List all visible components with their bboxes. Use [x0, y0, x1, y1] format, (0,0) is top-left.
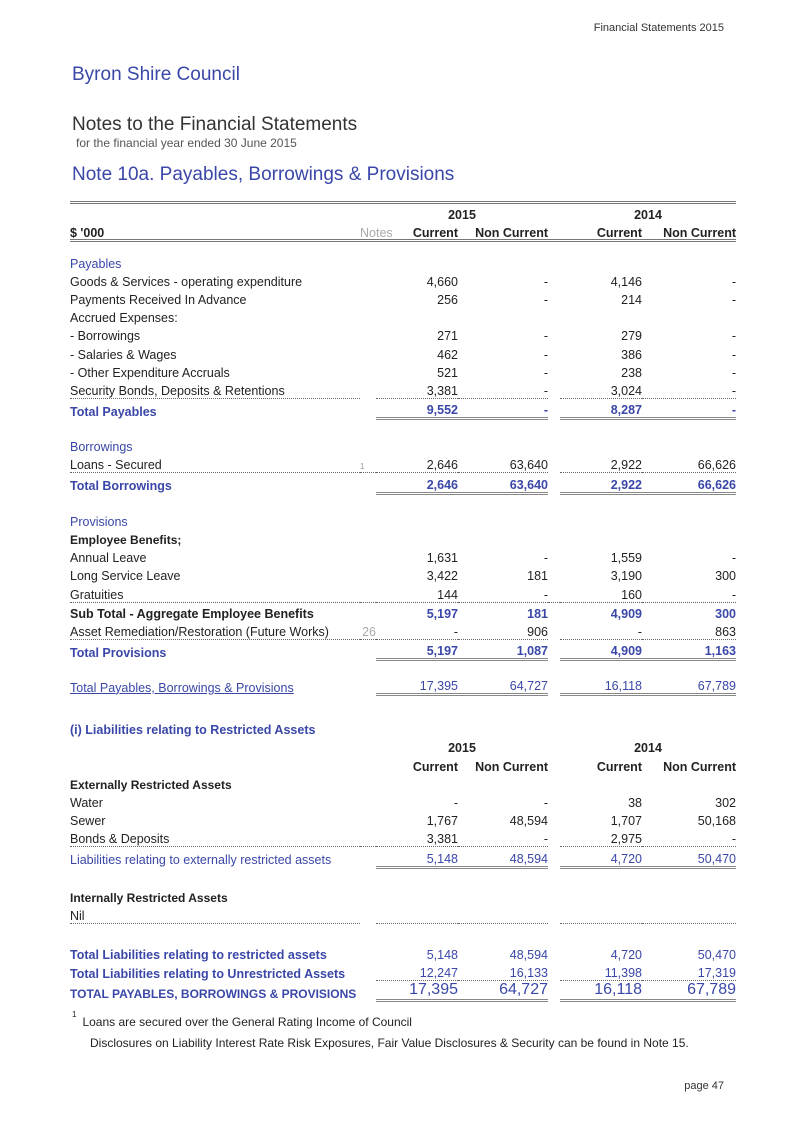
cell: - — [543, 347, 548, 362]
cell: 66,626 — [642, 454, 736, 473]
cell: 1,767 — [426, 814, 458, 829]
cell: - — [543, 795, 548, 810]
cell: 2,975 — [560, 828, 642, 847]
cell: 214 — [621, 292, 642, 307]
col-noncurrent-2015: Non Current — [475, 226, 548, 241]
total-label: Total Liabilities relating to Unrestricted Assets — [70, 966, 346, 981]
grand-total-label: TOTAL PAYABLES, BORROWINGS & PROVISIONS — [70, 986, 357, 1001]
cell: 144 — [376, 583, 458, 602]
row-label: Bonds & Deposits — [70, 828, 360, 847]
cell: 17,395 — [376, 675, 458, 695]
cell: 17,319 — [642, 962, 736, 981]
subtotal-row — [70, 602, 736, 621]
row-label: Accrued Expenses: — [70, 311, 178, 326]
row-label: - Borrowings — [70, 329, 141, 344]
cell: - — [543, 551, 548, 566]
cell: - — [731, 292, 736, 307]
external-heading: Externally Restricted Assets — [70, 777, 232, 792]
section-heading — [70, 436, 736, 454]
cell: 1,559 — [610, 551, 642, 566]
cell: 302 — [715, 795, 736, 810]
table-row — [70, 887, 736, 905]
cell: 160 — [560, 583, 642, 602]
table-row — [70, 362, 736, 380]
page-number: page 47 — [684, 1080, 724, 1092]
table-row — [70, 792, 736, 810]
table-row — [70, 325, 736, 343]
row-label: Goods & Services - operating expenditure — [70, 274, 303, 289]
cell: 66,626 — [642, 473, 736, 493]
section-heading — [70, 511, 736, 529]
cell: 38 — [628, 795, 642, 810]
cell: 8,287 — [560, 398, 642, 418]
total-label: Total Liabilities relating to restricted assets — [70, 948, 327, 963]
document-title: Notes to the Financial Statements — [72, 114, 358, 135]
cell: 50,470 — [642, 847, 736, 867]
cell: - — [543, 365, 548, 380]
table-row — [70, 289, 736, 307]
row-label: Payments Received In Advance — [70, 292, 247, 307]
table-row — [70, 380, 736, 399]
cell: 4,909 — [560, 639, 642, 659]
column-header-row — [70, 755, 736, 773]
cell: 2,922 — [560, 454, 642, 473]
cell: 1,707 — [610, 814, 642, 829]
cell: 9,552 — [376, 398, 458, 418]
restricted-heading: (i) Liabilities relating to Restricted Assets — [70, 723, 316, 738]
col-current-2014: Current — [596, 226, 642, 241]
cell: 16,118 — [560, 675, 642, 695]
table-row — [70, 621, 736, 640]
total-row — [70, 473, 736, 493]
footnote-1: $^1$Loans are secured over the General Rating Income of Council — [72, 1010, 412, 1029]
grand-total-row — [70, 981, 736, 1001]
cell: 17,395 — [376, 981, 458, 1001]
grand-total-label: Total Payables, Borrowings & Provisions — [70, 680, 294, 695]
column-header-row — [70, 222, 736, 240]
cell: 5,197 — [376, 639, 458, 659]
cell: - — [458, 583, 548, 602]
cell: - — [458, 380, 548, 399]
cell: 3,381 — [376, 380, 458, 399]
col-current-2014: Current — [596, 759, 642, 774]
cell: 386 — [621, 347, 642, 362]
row-label: Sewer — [70, 814, 106, 829]
col-noncurrent-2015: Non Current — [475, 759, 548, 774]
row-label: Water — [70, 795, 103, 810]
cell: 238 — [621, 365, 642, 380]
cell: - — [543, 274, 548, 289]
cell: 4,660 — [426, 274, 458, 289]
borrowings-heading: Borrowings — [70, 440, 133, 455]
grand-total-row — [70, 675, 736, 695]
table-row — [70, 774, 736, 792]
cell: 521 — [437, 365, 458, 380]
running-header: Financial Statements 2015 — [593, 22, 724, 34]
cell: 4,909 — [610, 606, 642, 621]
payables-table — [70, 204, 736, 696]
cell: 300 — [715, 569, 736, 584]
cell: - — [731, 274, 736, 289]
year-2014: 2014 — [634, 741, 662, 756]
row-label: Long Service Leave — [70, 569, 181, 584]
col-noncurrent-2014: Non Current — [663, 226, 736, 241]
year-header-row — [70, 737, 736, 755]
cell: - — [731, 365, 736, 380]
table-row — [70, 583, 736, 602]
total-row — [70, 962, 736, 981]
cell: 5,148 — [426, 948, 458, 963]
cell: 300 — [715, 606, 736, 621]
internal-heading: Internally Restricted Assets — [70, 890, 228, 905]
cell: 16,118 — [560, 981, 642, 1001]
cell: 1,163 — [642, 639, 736, 659]
cell: 863 — [642, 621, 736, 640]
cell: - — [731, 551, 736, 566]
cell: 2,646 — [376, 454, 458, 473]
cell: 181 — [527, 606, 548, 621]
note-ref: 1 — [360, 454, 376, 473]
cell: - — [543, 329, 548, 344]
cell: 48,594 — [509, 814, 548, 829]
cell: 3,381 — [376, 828, 458, 847]
year-2015: 2015 — [448, 208, 476, 223]
row-label: - Other Expenditure Accruals — [70, 365, 230, 380]
cell: 462 — [437, 347, 458, 362]
cell: - — [458, 828, 548, 847]
table-row — [70, 565, 736, 583]
year-2015: 2015 — [448, 741, 476, 756]
total-label: Total Payables — [70, 404, 157, 419]
cell: 50,470 — [697, 948, 736, 963]
cell: 1,087 — [458, 639, 548, 659]
cell: 256 — [437, 292, 458, 307]
table-row — [70, 529, 736, 547]
row-label: Gratuities — [70, 583, 360, 602]
notes-label: Notes — [360, 226, 393, 241]
section-heading — [70, 719, 736, 737]
cell: 4,720 — [610, 948, 642, 963]
cell: - — [453, 795, 458, 810]
cell: 63,640 — [458, 473, 548, 493]
col-current-2015: Current — [412, 226, 458, 241]
subtotal-row — [70, 847, 736, 867]
cell: - — [731, 329, 736, 344]
cell: 181 — [527, 569, 548, 584]
cell: 48,594 — [458, 847, 548, 867]
year-2014: 2014 — [634, 208, 662, 223]
cell: 2,922 — [560, 473, 642, 493]
cell: - — [642, 583, 736, 602]
total-label: Total Borrowings — [70, 479, 172, 494]
col-noncurrent-2014: Non Current — [663, 759, 736, 774]
table-row — [70, 810, 736, 828]
cell: 3,422 — [426, 569, 458, 584]
subtotal-label: Liabilities relating to externally restricted assets — [70, 853, 332, 867]
row-label: Security Bonds, Deposits & Retentions — [70, 380, 360, 399]
cell: - — [731, 347, 736, 362]
table-row — [70, 454, 736, 473]
cell: 906 — [458, 621, 548, 640]
cell: 64,727 — [458, 981, 548, 1001]
cell: 48,594 — [509, 948, 548, 963]
employee-benefits-heading: Employee Benefits; — [70, 533, 182, 547]
organisation-name: Byron Shire Council — [72, 64, 240, 85]
cell: 271 — [437, 329, 458, 344]
cell: 67,789 — [642, 981, 736, 1001]
total-row — [70, 639, 736, 659]
row-label: - Salaries & Wages — [70, 347, 177, 362]
row-label: Asset Remediation/Restoration (Future Works) — [70, 621, 360, 640]
restricted-assets-table — [70, 719, 736, 1002]
cell: - — [642, 828, 736, 847]
cell: 2,646 — [376, 473, 458, 493]
cell: - — [458, 398, 548, 418]
cell: 64,727 — [458, 675, 548, 695]
note-title: Note 10a. Payables, Borrowings & Provisions — [72, 164, 455, 185]
cell: 4,146 — [610, 274, 642, 289]
cell: 4,720 — [560, 847, 642, 867]
cell: 3,190 — [610, 569, 642, 584]
table-row — [70, 343, 736, 361]
payables-heading: Payables — [70, 256, 122, 271]
total-label: Total Provisions — [70, 645, 167, 660]
financial-year: for the financial year ended 30 June 2015 — [76, 136, 297, 150]
row-label: Annual Leave — [70, 551, 147, 566]
table-row — [70, 547, 736, 565]
provisions-heading: Provisions — [70, 514, 128, 529]
row-label: Loans - Secured — [70, 454, 360, 473]
cell: 1,631 — [426, 551, 458, 566]
section-heading — [70, 252, 736, 270]
cell: 63,640 — [458, 454, 548, 473]
cell: 3,024 — [560, 380, 642, 399]
col-current-2015: Current — [412, 759, 458, 774]
cell: 50,168 — [697, 814, 736, 829]
cell: - — [376, 621, 458, 640]
table-row — [70, 307, 736, 325]
unit-label: $ '000 — [70, 226, 105, 241]
subtotal-label: Sub Total - Aggregate Employee Benefits — [70, 606, 314, 621]
cell: 67,789 — [642, 675, 736, 695]
cell: - — [560, 621, 642, 640]
table-row — [70, 905, 736, 924]
total-row — [70, 944, 736, 962]
cell: 279 — [621, 329, 642, 344]
row-label: Nil — [70, 905, 360, 924]
cell: 5,148 — [376, 847, 458, 867]
total-row — [70, 398, 736, 418]
table-row — [70, 828, 736, 847]
cell: 5,197 — [426, 606, 458, 621]
cell: - — [642, 380, 736, 399]
cell: - — [543, 292, 548, 307]
cell: 16,133 — [458, 962, 548, 981]
table-row — [70, 271, 736, 289]
cell: 11,398 — [560, 962, 642, 981]
year-header-row — [70, 204, 736, 222]
cell: 12,247 — [376, 962, 458, 981]
note-ref: 26 — [360, 621, 376, 640]
footnote-2: Disclosures on Liability Interest Rate Risk Exposures, Fair Value Disclosures & Security can be found in Note 15. — [90, 1036, 689, 1050]
cell: - — [642, 398, 736, 418]
